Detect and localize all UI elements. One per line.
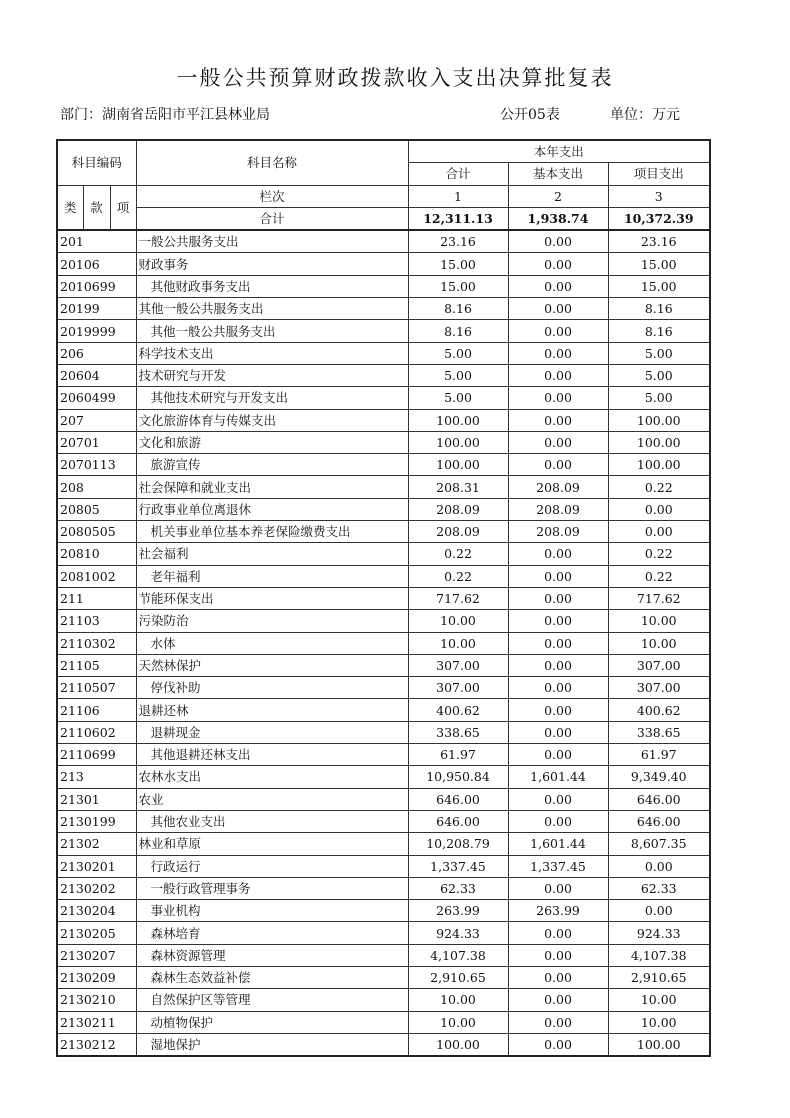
row-basic: 0.00 xyxy=(508,543,608,565)
table-row xyxy=(57,387,710,409)
row-basic: 0.00 xyxy=(508,565,608,587)
row-basic: 0.00 xyxy=(508,922,608,944)
row-name: 技术研究与开发 xyxy=(136,364,408,386)
table-row xyxy=(57,320,710,342)
budget-table xyxy=(56,139,711,1057)
sum-basic: 1,938.74 xyxy=(508,207,608,230)
sum-total: 12,311.13 xyxy=(408,207,508,230)
row-basic: 0.00 xyxy=(508,654,608,676)
row-code: 21301 xyxy=(57,788,136,810)
row-basic: 0.00 xyxy=(508,677,608,699)
row-name: 森林培育 xyxy=(136,922,408,944)
row-basic: 0.00 xyxy=(508,298,608,320)
row-basic: 1,601.44 xyxy=(508,833,608,855)
row-code: 2081002 xyxy=(57,565,136,587)
row-basic: 208.09 xyxy=(508,521,608,543)
row-name: 社会福利 xyxy=(136,543,408,565)
row-project: 646.00 xyxy=(608,788,710,810)
row-code: 2130211 xyxy=(57,1011,136,1033)
row-name: 湿地保护 xyxy=(136,1033,408,1056)
basic-header: 基本支出 xyxy=(508,163,608,185)
table-row xyxy=(57,521,710,543)
table-row xyxy=(57,543,710,565)
row-total: 0.22 xyxy=(408,543,508,565)
row-total: 100.00 xyxy=(408,409,508,431)
table-row xyxy=(57,966,710,988)
row-code: 2070113 xyxy=(57,454,136,476)
header-row-3 xyxy=(57,185,710,207)
table-row xyxy=(57,699,710,721)
row-total: 8.16 xyxy=(408,320,508,342)
row-basic: 208.09 xyxy=(508,476,608,498)
row-project: 646.00 xyxy=(608,810,710,832)
row-project: 0.00 xyxy=(608,498,710,520)
row-project: 100.00 xyxy=(608,1033,710,1056)
row-project: 100.00 xyxy=(608,431,710,453)
row-basic: 0.00 xyxy=(508,454,608,476)
row-name: 停伐补助 xyxy=(136,677,408,699)
row-basic: 0.00 xyxy=(508,721,608,743)
table-row xyxy=(57,654,710,676)
row-name: 水体 xyxy=(136,632,408,654)
row-basic: 0.00 xyxy=(508,877,608,899)
table-row xyxy=(57,364,710,386)
row-project: 5.00 xyxy=(608,364,710,386)
table-row xyxy=(57,1011,710,1033)
row-total: 15.00 xyxy=(408,275,508,297)
current-year-header: 本年支出 xyxy=(408,140,710,163)
row-project: 2,910.65 xyxy=(608,966,710,988)
row-name: 事业机构 xyxy=(136,900,408,922)
col1-number: 1 xyxy=(408,185,508,207)
row-total: 208.09 xyxy=(408,498,508,520)
row-name: 其他技术研究与开发支出 xyxy=(136,387,408,409)
table-row xyxy=(57,721,710,743)
row-basic: 0.00 xyxy=(508,431,608,453)
row-basic: 1,337.45 xyxy=(508,855,608,877)
header-row-1 xyxy=(57,140,710,163)
row-code: 2110507 xyxy=(57,677,136,699)
table-id-label: 公开05表 xyxy=(500,107,560,123)
totals-row xyxy=(57,207,710,230)
row-basic: 0.00 xyxy=(508,364,608,386)
table-row xyxy=(57,766,710,788)
row-project: 400.62 xyxy=(608,699,710,721)
row-code: 208 xyxy=(57,476,136,498)
row-name: 森林资源管理 xyxy=(136,944,408,966)
row-project: 10.00 xyxy=(608,989,710,1011)
row-code: 213 xyxy=(57,766,136,788)
row-project: 0.22 xyxy=(608,476,710,498)
row-name: 农林水支出 xyxy=(136,766,408,788)
row-name: 一般行政管理事务 xyxy=(136,877,408,899)
row-name: 行政事业单位离退休 xyxy=(136,498,408,520)
row-total: 100.00 xyxy=(408,1033,508,1056)
row-project: 15.00 xyxy=(608,253,710,275)
row-total: 5.00 xyxy=(408,342,508,364)
row-total: 10,208.79 xyxy=(408,833,508,855)
row-project: 8.16 xyxy=(608,320,710,342)
row-basic: 0.00 xyxy=(508,587,608,609)
table-row xyxy=(57,476,710,498)
row-total: 10.00 xyxy=(408,610,508,632)
row-basic: 263.99 xyxy=(508,900,608,922)
row-project: 5.00 xyxy=(608,387,710,409)
row-name: 科学技术支出 xyxy=(136,342,408,364)
row-basic: 0.00 xyxy=(508,966,608,988)
total-header: 合计 xyxy=(408,163,508,185)
row-total: 100.00 xyxy=(408,454,508,476)
row-total: 5.00 xyxy=(408,364,508,386)
table-row xyxy=(57,900,710,922)
table-row xyxy=(57,298,710,320)
row-project: 0.00 xyxy=(608,521,710,543)
lanci-header: 栏次 xyxy=(136,185,408,207)
row-project: 717.62 xyxy=(608,587,710,609)
row-name: 自然保护区等管理 xyxy=(136,989,408,1011)
row-total: 307.00 xyxy=(408,654,508,676)
row-project: 10.00 xyxy=(608,1011,710,1033)
kuan-header: 款 xyxy=(83,185,110,230)
col3-number: 3 xyxy=(608,185,710,207)
row-code: 2130207 xyxy=(57,944,136,966)
table-row xyxy=(57,498,710,520)
row-basic: 0.00 xyxy=(508,989,608,1011)
row-code: 2130201 xyxy=(57,855,136,877)
row-project: 0.00 xyxy=(608,855,710,877)
table-row xyxy=(57,342,710,364)
table-row xyxy=(57,587,710,609)
table-row xyxy=(57,431,710,453)
row-code: 2130202 xyxy=(57,877,136,899)
table-row xyxy=(57,230,710,253)
row-project: 62.33 xyxy=(608,877,710,899)
row-code: 2130209 xyxy=(57,966,136,988)
row-project: 10.00 xyxy=(608,610,710,632)
row-total: 5.00 xyxy=(408,387,508,409)
table-row xyxy=(57,565,710,587)
row-name: 文化和旅游 xyxy=(136,431,408,453)
table-row xyxy=(57,275,710,297)
row-code: 207 xyxy=(57,409,136,431)
row-code: 2130205 xyxy=(57,922,136,944)
row-total: 0.22 xyxy=(408,565,508,587)
row-code: 20810 xyxy=(57,543,136,565)
row-total: 10,950.84 xyxy=(408,766,508,788)
name-header: 科目名称 xyxy=(136,140,408,185)
row-name: 污染防治 xyxy=(136,610,408,632)
row-name: 其他一般公共服务支出 xyxy=(136,320,408,342)
row-total: 4,107.38 xyxy=(408,944,508,966)
row-total: 23.16 xyxy=(408,230,508,253)
row-project: 0.22 xyxy=(608,543,710,565)
row-name: 文化旅游体育与传媒支出 xyxy=(136,409,408,431)
row-code: 2110699 xyxy=(57,744,136,766)
row-project: 23.16 xyxy=(608,230,710,253)
row-project: 307.00 xyxy=(608,677,710,699)
row-name: 退耕还林 xyxy=(136,699,408,721)
row-project: 15.00 xyxy=(608,275,710,297)
row-basic: 0.00 xyxy=(508,253,608,275)
row-total: 263.99 xyxy=(408,900,508,922)
col2-number: 2 xyxy=(508,185,608,207)
xiang-header: 项 xyxy=(110,185,136,230)
row-total: 400.62 xyxy=(408,699,508,721)
row-total: 100.00 xyxy=(408,431,508,453)
row-code: 206 xyxy=(57,342,136,364)
department-label: 部门：湖南省岳阳市平江县林业局 xyxy=(60,107,270,123)
row-basic: 0.00 xyxy=(508,610,608,632)
row-name: 森林生态效益补偿 xyxy=(136,966,408,988)
row-name: 旅游宣传 xyxy=(136,454,408,476)
row-total: 8.16 xyxy=(408,298,508,320)
row-code: 2110602 xyxy=(57,721,136,743)
row-code: 2080505 xyxy=(57,521,136,543)
table-row xyxy=(57,744,710,766)
row-code: 2110302 xyxy=(57,632,136,654)
row-total: 646.00 xyxy=(408,810,508,832)
table-row xyxy=(57,409,710,431)
row-basic: 0.00 xyxy=(508,230,608,253)
row-code: 2130212 xyxy=(57,1033,136,1056)
row-name: 农业 xyxy=(136,788,408,810)
code-header: 科目编码 xyxy=(57,140,136,185)
row-total: 338.65 xyxy=(408,721,508,743)
row-code: 21103 xyxy=(57,610,136,632)
row-code: 2130210 xyxy=(57,989,136,1011)
row-name: 天然林保护 xyxy=(136,654,408,676)
row-basic: 0.00 xyxy=(508,632,608,654)
sum-label: 合计 xyxy=(136,207,408,230)
row-name: 退耕现金 xyxy=(136,721,408,743)
row-project: 307.00 xyxy=(608,654,710,676)
table-row xyxy=(57,632,710,654)
row-basic: 0.00 xyxy=(508,944,608,966)
row-name: 其他一般公共服务支出 xyxy=(136,298,408,320)
row-code: 21302 xyxy=(57,833,136,855)
row-code: 20199 xyxy=(57,298,136,320)
project-header: 项目支出 xyxy=(608,163,710,185)
row-project: 10.00 xyxy=(608,632,710,654)
row-code: 2010699 xyxy=(57,275,136,297)
row-code: 21106 xyxy=(57,699,136,721)
sum-project: 10,372.39 xyxy=(608,207,710,230)
row-code: 21105 xyxy=(57,654,136,676)
row-project: 100.00 xyxy=(608,454,710,476)
table-row xyxy=(57,855,710,877)
row-total: 61.97 xyxy=(408,744,508,766)
row-code: 2130204 xyxy=(57,900,136,922)
row-name: 其他农业支出 xyxy=(136,810,408,832)
document-title: 一般公共预算财政拨款收入支出决算批复表 xyxy=(176,66,614,90)
row-code: 2130199 xyxy=(57,810,136,832)
row-total: 62.33 xyxy=(408,877,508,899)
row-project: 61.97 xyxy=(608,744,710,766)
row-total: 717.62 xyxy=(408,587,508,609)
row-name: 社会保障和就业支出 xyxy=(136,476,408,498)
lei-header: 类 xyxy=(57,185,83,230)
table-row xyxy=(57,253,710,275)
row-basic: 0.00 xyxy=(508,699,608,721)
row-total: 10.00 xyxy=(408,632,508,654)
row-basic: 0.00 xyxy=(508,744,608,766)
row-code: 20805 xyxy=(57,498,136,520)
row-basic: 0.00 xyxy=(508,320,608,342)
row-name: 林业和草原 xyxy=(136,833,408,855)
row-total: 646.00 xyxy=(408,788,508,810)
unit-label: 单位：万元 xyxy=(610,107,680,123)
table-row xyxy=(57,989,710,1011)
row-total: 2,910.65 xyxy=(408,966,508,988)
row-total: 208.31 xyxy=(408,476,508,498)
row-name: 财政事务 xyxy=(136,253,408,275)
row-basic: 208.09 xyxy=(508,498,608,520)
row-name: 动植物保护 xyxy=(136,1011,408,1033)
row-basic: 0.00 xyxy=(508,342,608,364)
row-basic: 0.00 xyxy=(508,810,608,832)
table-row xyxy=(57,454,710,476)
table-row xyxy=(57,810,710,832)
row-total: 1,337.45 xyxy=(408,855,508,877)
row-code: 211 xyxy=(57,587,136,609)
row-project: 4,107.38 xyxy=(608,944,710,966)
row-name: 一般公共服务支出 xyxy=(136,230,408,253)
row-total: 10.00 xyxy=(408,989,508,1011)
row-project: 0.00 xyxy=(608,900,710,922)
table-row xyxy=(57,677,710,699)
table-row xyxy=(57,833,710,855)
table-row xyxy=(57,944,710,966)
row-project: 8.16 xyxy=(608,298,710,320)
row-basic: 0.00 xyxy=(508,788,608,810)
table-row xyxy=(57,610,710,632)
row-name: 机关事业单位基本养老保险缴费支出 xyxy=(136,521,408,543)
table-row xyxy=(57,1033,710,1056)
row-basic: 0.00 xyxy=(508,275,608,297)
row-project: 5.00 xyxy=(608,342,710,364)
row-project: 0.22 xyxy=(608,565,710,587)
row-total: 307.00 xyxy=(408,677,508,699)
row-name: 老年福利 xyxy=(136,565,408,587)
row-total: 10.00 xyxy=(408,1011,508,1033)
row-total: 208.09 xyxy=(408,521,508,543)
table-row xyxy=(57,922,710,944)
row-code: 20701 xyxy=(57,431,136,453)
table-row xyxy=(57,788,710,810)
row-basic: 0.00 xyxy=(508,1011,608,1033)
row-code: 201 xyxy=(57,230,136,253)
row-code: 2060499 xyxy=(57,387,136,409)
row-basic: 0.00 xyxy=(508,387,608,409)
row-code: 20106 xyxy=(57,253,136,275)
row-basic: 0.00 xyxy=(508,409,608,431)
row-name: 其他退耕还林支出 xyxy=(136,744,408,766)
table-row xyxy=(57,877,710,899)
row-basic: 1,601.44 xyxy=(508,766,608,788)
row-total: 15.00 xyxy=(408,253,508,275)
row-project: 338.65 xyxy=(608,721,710,743)
row-code: 20604 xyxy=(57,364,136,386)
row-code: 2019999 xyxy=(57,320,136,342)
row-total: 924.33 xyxy=(408,922,508,944)
row-name: 行政运行 xyxy=(136,855,408,877)
row-basic: 0.00 xyxy=(508,1033,608,1056)
row-project: 100.00 xyxy=(608,409,710,431)
row-name: 节能环保支出 xyxy=(136,587,408,609)
row-name: 其他财政事务支出 xyxy=(136,275,408,297)
row-project: 9,349.40 xyxy=(608,766,710,788)
row-project: 8,607.35 xyxy=(608,833,710,855)
row-project: 924.33 xyxy=(608,922,710,944)
